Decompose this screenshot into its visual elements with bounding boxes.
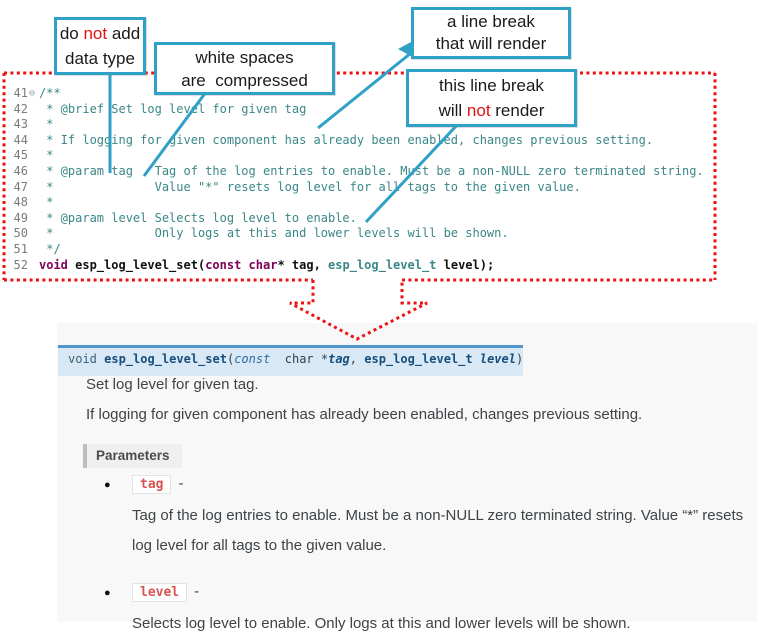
code-line: [8, 86, 728, 102]
line-number: 49: [13, 210, 28, 225]
signature-token: esp_log_level_t: [364, 352, 473, 366]
doc-brief-text: Set log level for given tag.: [86, 376, 259, 393]
callout-word: add: [107, 24, 141, 43]
code-token: * @brief Set log level for given tag: [39, 101, 307, 116]
connector-arrowhead-icon: [398, 42, 411, 56]
bullet-icon: ●: [104, 587, 111, 599]
parameter-description: Selects log level to enable. Only logs at this and lower levels will be shown.: [132, 615, 631, 632]
callout-line-break-will-render: [411, 7, 571, 59]
code-token: [241, 258, 248, 272]
parameter-name-chip: level: [132, 583, 187, 602]
code-line: [8, 180, 728, 196]
function-signature-bar: [58, 345, 523, 376]
callout-word: data type: [65, 49, 135, 68]
signature-token: void: [68, 352, 105, 366]
line-number: 52: [13, 257, 28, 272]
callout-word: white spaces: [195, 48, 294, 67]
line-number: 44: [13, 132, 28, 147]
callout-text-line: [409, 73, 574, 98]
code-token: const: [205, 257, 242, 272]
line-number: 42: [13, 101, 28, 116]
code-line: [8, 133, 728, 149]
doc-description-text: If logging for given component has already been enabled, changes previous setting.: [86, 406, 643, 423]
parameter-list: [104, 475, 749, 637]
signature-token: tag: [328, 352, 350, 366]
fold-collapse-icon[interactable]: ⊖: [29, 88, 36, 99]
callout-do-not-add-data-type: [54, 17, 146, 75]
highlighted-word: not: [466, 101, 491, 120]
code-token: /**: [39, 86, 61, 100]
signature-token: level: [479, 352, 516, 366]
bullet-icon: ●: [104, 479, 111, 491]
code-line: [8, 242, 728, 258]
code-line: [8, 102, 728, 118]
rendered-docs-panel: [57, 323, 757, 632]
code-line: [8, 195, 728, 211]
callout-word: do: [59, 24, 84, 43]
code-line: [8, 117, 728, 133]
callout-word: this line break: [439, 76, 544, 95]
signature-token: (: [226, 352, 235, 366]
signature-token: ): [515, 352, 524, 366]
line-number: 45: [13, 148, 28, 163]
code-token: *: [39, 148, 54, 163]
parameters-header: Parameters: [83, 444, 182, 468]
callout-text-line: [414, 11, 568, 33]
signature-token: char *: [270, 352, 329, 366]
line-number: 41: [13, 86, 28, 100]
code-token: */: [39, 241, 61, 256]
code-line: [8, 226, 728, 242]
callout-word: render: [490, 101, 545, 120]
parameter-dash: -: [194, 583, 200, 600]
code-token: *: [39, 117, 54, 132]
signature-token: esp_log_level_set: [104, 352, 227, 366]
parameter-item: [104, 583, 749, 637]
callout-text-line: [414, 33, 568, 55]
code-token: * Only logs at this and lower levels will be shown.: [39, 226, 509, 241]
code-token: esp_log_level_set(: [67, 257, 206, 272]
callout-line-break-will-not-render: [406, 69, 577, 127]
line-number: 50: [13, 226, 28, 241]
code-token: esp_log_level_t: [328, 257, 437, 272]
callout-text-line: [57, 46, 143, 71]
code-line: [8, 164, 728, 180]
code-line: [8, 148, 728, 164]
line-number: 48: [13, 195, 28, 210]
signature-token: const: [234, 352, 271, 366]
line-number: 43: [13, 117, 28, 132]
callout-text-line: [157, 46, 332, 69]
callout-text-line: [409, 98, 574, 123]
callout-word: that will render: [435, 34, 547, 53]
parameter-description: Tag of the log entries to enable. Must be a non-NULL zero terminated string. Value “*” resets log level for all tags to the given value.: [132, 507, 744, 554]
code-token: *: [39, 195, 54, 210]
highlighted-word: not: [83, 24, 108, 43]
parameter-item: [104, 475, 749, 561]
callout-word: are compressed: [181, 71, 308, 90]
code-token: * tag,: [277, 257, 329, 272]
callout-text-line: [57, 21, 143, 46]
code-token: void: [39, 257, 68, 272]
code-editor-area[interactable]: [8, 86, 728, 273]
line-number: 51: [13, 241, 28, 256]
code-token: * Value "*" resets log level for all tags to the given value.: [39, 179, 581, 194]
line-number: 47: [13, 179, 28, 194]
line-number: 46: [13, 163, 28, 178]
code-token: * @param tag Tag of the log entries to enable. Must be a non-NULL zero terminated string.: [39, 163, 704, 178]
code-token: * @param level Selects log level to enable.: [39, 210, 357, 225]
code-token: * If logging for given component has already been enabled, changes previous setting.: [39, 132, 654, 147]
callout-word: will: [438, 101, 467, 120]
signature-token: [473, 352, 480, 366]
callout-white-spaces-compressed: [154, 42, 335, 95]
callout-word: a line break: [447, 12, 535, 31]
code-line: [8, 258, 728, 274]
code-line: [8, 211, 728, 227]
signature-token: ,: [349, 352, 365, 366]
code-token: char: [248, 257, 278, 272]
code-token: level);: [436, 257, 495, 272]
parameter-name-chip: tag: [132, 475, 171, 494]
callout-text-line: [157, 69, 332, 92]
parameter-dash: -: [178, 475, 184, 492]
